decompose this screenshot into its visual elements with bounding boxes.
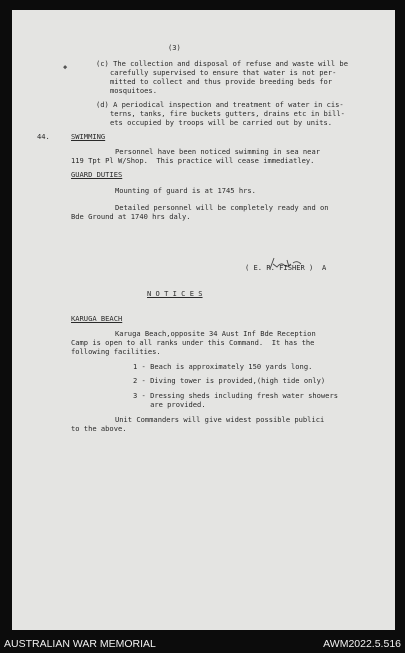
karuga-intro-line-2: Camp is open to all ranks under this Command. It has the <box>71 338 315 347</box>
item-d-line-3: ets occupied by troops will be carried out by units. <box>110 118 333 127</box>
item-c-line-2: carefully supervised to ensure that water is not per- <box>110 68 337 77</box>
guard-line-2: Detailed personnel will be completely ready and on <box>115 203 329 212</box>
signatory-name: ( E. R. FISHER ) <box>245 263 314 272</box>
karuga-beach-heading: KARUGA BEACH <box>71 314 123 323</box>
section-heading-swimming: SWIMMING <box>71 132 106 141</box>
karuga-intro-line-1: Karuga Beach,opposite 34 Aust Inf Bde Reception <box>115 329 316 338</box>
facility-3-cont: are provided. <box>133 400 206 409</box>
document-page <box>12 10 395 630</box>
ink-mark: ◆ <box>63 63 68 71</box>
karuga-intro-line-3: following facilities. <box>71 347 161 356</box>
closing-line-1: Unit Commanders will give widest possible publici <box>115 415 325 424</box>
item-d-line-2: terns, tanks, fire buckets gutters, drains etc in bill- <box>110 109 345 118</box>
facility-2: 2 - Diving tower is provided,(high tide only) <box>133 376 326 385</box>
page-number: (3) <box>168 43 181 52</box>
item-c-line-1: (c) The collection and disposal of refuse and waste will be <box>96 59 348 68</box>
guard-line-1: Mounting of guard is at 1745 hrs. <box>115 186 256 195</box>
section-heading-guard: GUARD DUTIES <box>71 170 123 179</box>
item-c-line-3: mitted to collect and thus provide breeding beds for <box>110 77 333 86</box>
item-c-line-4: mosquitoes. <box>110 86 157 95</box>
guard-line-3: Bde Ground at 1740 hrs daly. <box>71 212 191 221</box>
notices-heading: N O T I C E S <box>147 289 203 298</box>
item-d-line-1: (d) A periodical inspection and treatment of water in cis- <box>96 100 344 109</box>
swimming-line-1: Personnel have been noticed swimming in sea near <box>115 147 320 156</box>
section-number: 44. <box>37 132 50 141</box>
footer-item-id: AWM2022.5.516 <box>323 638 401 650</box>
facility-1: 1 - Beach is approximately 150 yards long. <box>133 362 313 371</box>
facility-3: 3 - Dressing sheds including fresh water showers <box>133 391 338 400</box>
signatory-title: A <box>322 263 327 272</box>
swimming-line-2: 119 Tpt Pl W/Shop. This practice will cease immediatley. <box>71 156 315 165</box>
closing-line-2: to the above. <box>71 424 127 433</box>
footer-archive-label: AUSTRALIAN WAR MEMORIAL <box>4 638 156 650</box>
